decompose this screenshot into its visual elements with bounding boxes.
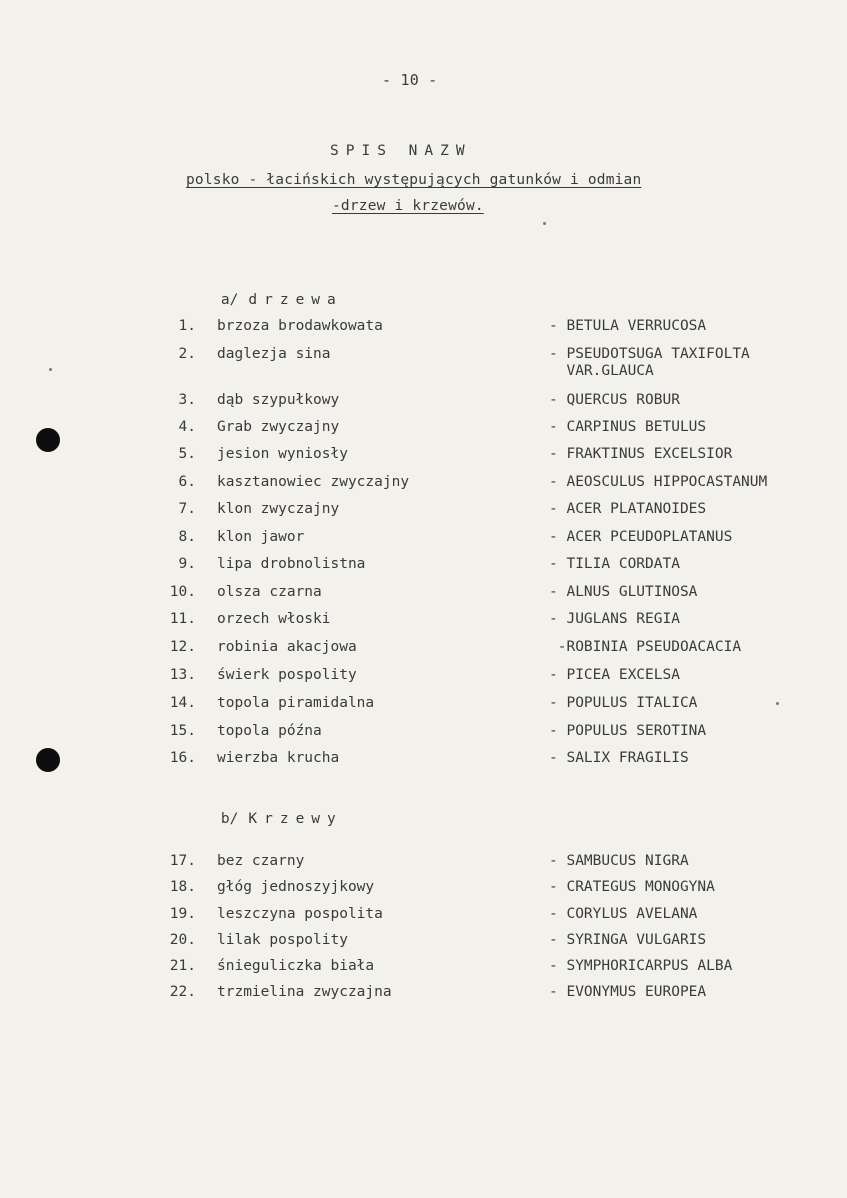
item-number: 7. — [178, 501, 196, 517]
polish-name: topola piramidalna — [217, 695, 375, 711]
list-item — [0, 932, 847, 952]
latin-name: - POPULUS ITALICA — [549, 695, 698, 711]
latin-name: - AEOSCULUS HIPPOCASTANUM — [549, 474, 768, 490]
list-item — [0, 667, 847, 687]
latin-name: - ACER PCEUDOPLATANUS — [549, 529, 733, 545]
latin-name: - BETULA VERRUCOSA — [549, 318, 707, 334]
item-number: 5. — [178, 446, 196, 462]
item-number: 17. — [169, 853, 196, 869]
heading-title: SPIS NAZW — [330, 143, 472, 159]
item-number: 11. — [169, 611, 196, 627]
latin-name: - CRATEGUS MONOGYNA — [549, 879, 715, 895]
list-item — [0, 639, 847, 659]
item-number: 10. — [169, 584, 196, 600]
list-item — [0, 501, 847, 521]
list-item — [0, 419, 847, 439]
polish-name: olsza czarna — [217, 584, 322, 600]
item-number: 13. — [169, 667, 196, 683]
item-number: 16. — [169, 750, 196, 766]
item-number: 12. — [169, 639, 196, 655]
list-item — [0, 584, 847, 604]
ink-speck — [776, 702, 779, 705]
latin-name: - PICEA EXCELSA — [549, 667, 680, 683]
latin-name: - TILIA CORDATA — [549, 556, 680, 572]
ink-speck — [543, 222, 546, 225]
list-item — [0, 958, 847, 978]
latin-name: - EVONYMUS EUROPEA — [549, 984, 707, 1000]
polish-name: kasztanowiec zwyczajny — [217, 474, 410, 490]
latin-name: - CARPINUS BETULUS — [549, 419, 707, 435]
latin-name: - POPULUS SEROTINA — [549, 723, 707, 739]
latin-name: - SYMPHORICARPUS ALBA — [549, 958, 733, 974]
item-number: 6. — [178, 474, 196, 490]
latin-name: - QUERCUS ROBUR — [549, 392, 680, 408]
latin-name: - JUGLANS REGIA — [549, 611, 680, 627]
list-item — [0, 529, 847, 549]
item-number: 18. — [169, 879, 196, 895]
latin-name: - FRAKTINUS EXCELSIOR — [549, 446, 733, 462]
polish-name: świerk pospolity — [217, 667, 357, 683]
item-number: 9. — [178, 556, 196, 572]
item-number: 21. — [169, 958, 196, 974]
heading-subtitle: polsko - łacińskich występujących gatunków i odmian — [186, 172, 642, 188]
section-header-shrubs — [186, 795, 343, 843]
item-number: 19. — [169, 906, 196, 922]
list-item — [0, 906, 847, 926]
item-number: 3. — [178, 392, 196, 408]
polish-name: głóg jednoszyjkowy — [217, 879, 375, 895]
item-number: 22. — [169, 984, 196, 1000]
list-item — [0, 723, 847, 743]
list-item — [0, 474, 847, 494]
list-item — [0, 556, 847, 576]
polish-name: lipa drobnolistna — [217, 556, 366, 572]
page-number: - 10 - — [382, 71, 438, 89]
latin-name: -ROBINIA PSEUDOACACIA — [549, 639, 742, 655]
polish-name: brzoza brodawkowata — [217, 318, 383, 334]
polish-name: Grab zwyczajny — [217, 419, 340, 435]
polish-name: bez czarny — [217, 853, 305, 869]
ink-speck — [49, 368, 52, 371]
list-item — [0, 446, 847, 466]
polish-name: jesion wyniosły — [217, 446, 348, 462]
latin-name: - PSEUDOTSUGA TAXIFOLTA VAR.GLAUCA — [549, 346, 750, 379]
polish-name: śnieguliczka biała — [217, 958, 375, 974]
section-title: Krzewy — [248, 811, 343, 827]
list-item — [0, 318, 847, 338]
polish-name: klon zwyczajny — [217, 501, 340, 517]
latin-name: - SALIX FRAGILIS — [549, 750, 689, 766]
latin-name: - SYRINGA VULGARIS — [549, 932, 707, 948]
latin-name: - ACER PLATANOIDES — [549, 501, 707, 517]
polish-name: trzmielina zwyczajna — [217, 984, 392, 1000]
item-number: 1. — [178, 318, 196, 334]
item-number: 14. — [169, 695, 196, 711]
polish-name: orzech włoski — [217, 611, 331, 627]
latin-name: - ALNUS GLUTINOSA — [549, 584, 698, 600]
list-item — [0, 853, 847, 873]
polish-name: topola późna — [217, 723, 322, 739]
heading-subtitle-cont: -drzew i krzewów. — [332, 198, 484, 214]
polish-name: dąb szypułkowy — [217, 392, 340, 408]
list-item — [0, 611, 847, 631]
item-number: 2. — [178, 346, 196, 362]
polish-name: lilak pospolity — [217, 932, 348, 948]
latin-name: - CORYLUS AVELANA — [549, 906, 698, 922]
item-number: 15. — [169, 723, 196, 739]
item-number: 8. — [178, 529, 196, 545]
latin-name: - SAMBUCUS NIGRA — [549, 853, 689, 869]
list-item — [0, 879, 847, 899]
section-label: b/ — [220, 811, 239, 827]
section-header-trees — [186, 276, 343, 324]
item-number: 20. — [169, 932, 196, 948]
section-label: a/ — [220, 292, 239, 308]
polish-name: wierzba krucha — [217, 750, 340, 766]
list-item — [0, 750, 847, 770]
polish-name: klon jawor — [217, 529, 305, 545]
list-item — [0, 346, 847, 379]
polish-name: robinia akacjowa — [217, 639, 357, 655]
polish-name: daglezja sina — [217, 346, 331, 362]
item-number: 4. — [178, 419, 196, 435]
section-title: drzewa — [248, 292, 343, 308]
list-item — [0, 984, 847, 1004]
list-item — [0, 695, 847, 715]
polish-name: leszczyna pospolita — [217, 906, 383, 922]
list-item — [0, 392, 847, 412]
